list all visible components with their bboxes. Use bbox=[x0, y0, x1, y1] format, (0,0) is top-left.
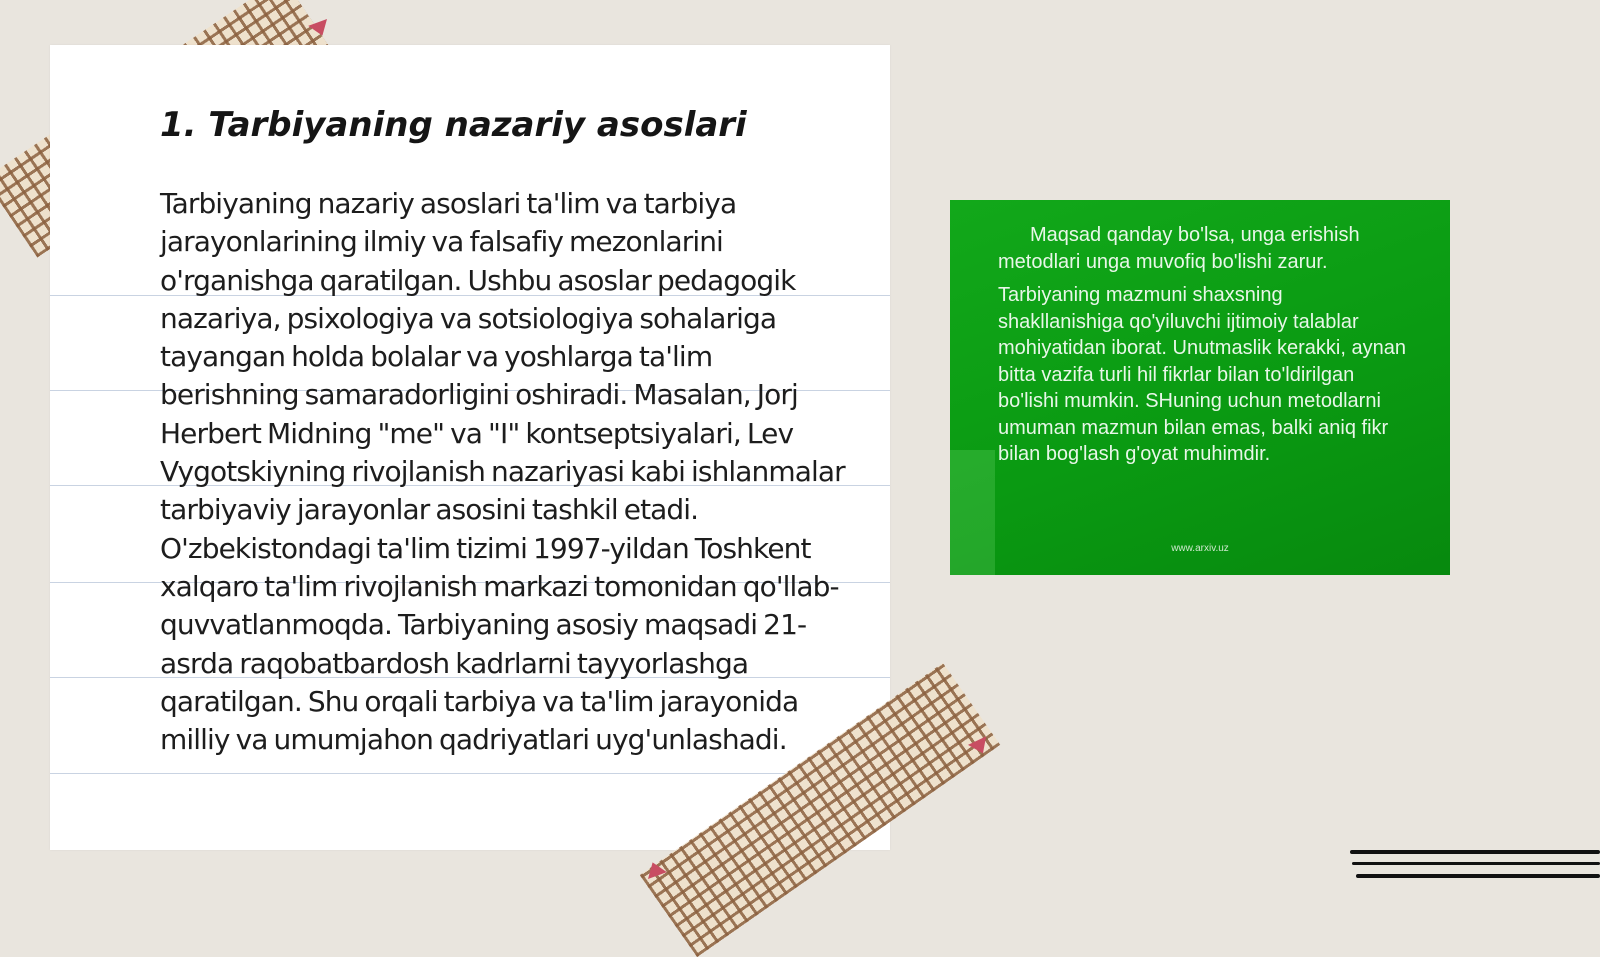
green-text-image bbox=[950, 200, 1450, 575]
paper-card bbox=[50, 45, 890, 850]
paper-rule-line bbox=[50, 773, 890, 774]
decorative-scribble-line bbox=[1356, 874, 1600, 878]
slide-title: 1. Tarbiyaning nazariy asoslari bbox=[160, 105, 747, 145]
watermark-website: www.arxiv.uz bbox=[1171, 543, 1229, 554]
decorative-scribble-line bbox=[1350, 850, 1600, 854]
slide-body-text: Tarbiyaning nazariy asoslari ta'lim va tarbiya jarayonlarining ilmiy va falsafiy mezonlarini o'rganishga qaratilgan. Ushbu asoslar pedagogik nazariya, psixologiya va sotsiologiya sohalariga tayangan holda bolalar va yoshlarga ta'lim berishning samaradorligini oshiradi. Masalan, Jorj Herbert Midning "me" va "I" kontseptsiyalari, Lev Vygotskiyning rivojlanish nazariyasi kabi ishlanmalar tarbiyaviy jarayonlar asosini tashkil etadi. O'zbekistondagi ta'lim tizimi 1997-yildan Toshkent xalqaro ta'lim rivojlanish markazi tomonidan qo'llab-quvvatlanmoqda. Tarbiyaning asosiy maqsadi 21-asrda raqobatbardosh kadrlarni tayyorlashga qaratilgan. Shu orqali tarbiya va ta'lim jarayonida milliy va umumjahon qadriyatlari uyg'unlashadi. bbox=[160, 187, 845, 757]
green-box-paragraph-2: Tarbiyaning mazmuni shaxsning shakllanishiga qo'yiluvchi ijtimoiy talablar mohiyatidan iborat. Unutmaslik kerakki, aynan bitta vazifa turli hil fikrlar bilan to'ldirilgan bo'lishi mumkin. SHuning uchun metodlarni umuman mazmun bilan emas, balki aniq fikr bilan bog'lash g'oyat muhimdir. bbox=[998, 284, 1406, 465]
image-glow bbox=[950, 450, 995, 575]
green-box-paragraph-1: Maqsad qanday bo'lsa, unga erishish metodlari unga muvofiq bo'lishi zarur. bbox=[998, 224, 1360, 273]
decorative-scribble-line bbox=[1352, 862, 1600, 865]
